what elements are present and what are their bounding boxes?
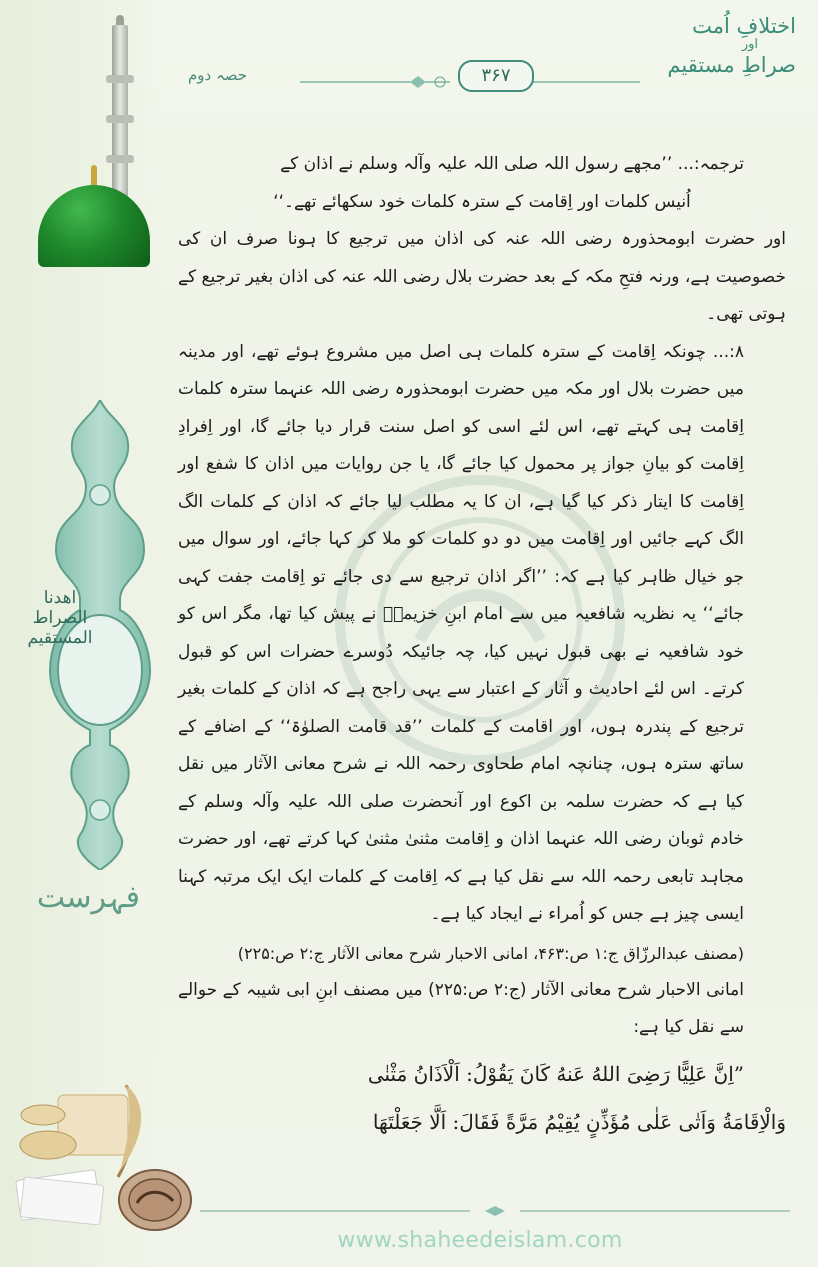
page-number: ۳۶۷ xyxy=(458,60,534,92)
arabic-quote-line2: وَالْاِقَامَةُ وَاَتٰی عَلٰی مُؤَذِّنٍ یُقِیْمُ مَرَّةً فَقَالَ: اَلَّا جَعَلْتَھَا xyxy=(372,1109,786,1134)
arabic-quote-line1: ”اِنَّ عَلِیًّا رَضِیَ اللهُ عَنهُ کَانَ یَقُوْلُ: اَلْاَذَانُ مَثْنٰی xyxy=(367,1061,744,1086)
citation-paragraph: امانی الاحبار شرح معانی الآثار (ج:۲ ص:۲۲۵) میں مصنف ابنِ ابی شیبہ کے حوالے سے نقل کیا ہے: xyxy=(178,979,744,1037)
main-text xyxy=(178,146,786,1143)
ornament-text: اھدنا الصراط المستقیم xyxy=(27,588,93,648)
section-label: حصہ دوم xyxy=(188,66,248,84)
book-title xyxy=(666,14,796,77)
publisher-seal-logo xyxy=(115,1165,195,1235)
decorative-sidebar xyxy=(0,0,160,1267)
green-dome-minaret-image xyxy=(30,15,160,270)
reference-line: (مصنف عبدالرزّاق ج:۱ ص:۴۶۳، امانی الاحبار شرح معانی الآثار ج:۲ ص:۲۲۵) xyxy=(237,943,744,963)
paragraph-translation-2: اُنیس کلمات اور اِقامت کے سترہ کلمات خود سکھائے تھے۔‘‘ xyxy=(273,191,691,212)
index-link[interactable]: فہرست xyxy=(36,880,140,915)
footer-divider xyxy=(200,1205,790,1217)
paragraph-point-8: ۸:... چونکہ اِقامت کے سترہ کلمات ہی اصل میں مشروع ہوئے تھے، اور مدینہ میں حضرت بلال اور مکہ میں حضرت ابومحذورہ رضی اللہ عنہما سترہ کلمات اِقامت ہی کہتے تھے، اس لئے اسی کو اصل سنت قرار دیا جائے گا، اور اِفرادِ اِقامت کو بیانِ جواز پر محمول کیا جائے گا، یا جن روایات میں اذان کا شفع اور اِقامت کا ایتار ذکر کیا گیا ہے، ان کا یہ مطلب لیا جائے کہ اذان کے کلمات الگ الگ کہے جائیں اور اِقامت میں دو دو کلمات کو ملا کر کہا جائے، اور سوال میں جو خیال ظاہر کیا ہے کہ: ’’اگر اذان ترجیع سے دی جائے تو اِقامت جفت کہی جائے‘‘ یہ نظریہ شافعیہ میں سے امام ابنِ خزیمہؒ نے پیش کیا تھا، مگر اس کو خود شافعیہ نے بھی قبول نہیں کیا، چہ جائیکہ دُوسرے حضرات اس کو قبول کرتے۔ اس لئے احادیث و آثار کے اعتبار سے یہی راجح ہے کہ اذان کے کلمات بغیر ترجیع کے پندرہ ہوں، اور اقامت کے کلمات ’’قد قامت الصلوٰۃ‘‘ کے اضافے کے ساتھ سترہ ہوں، چنانچہ امام طحاوی رحمہ اللہ نے شرح معانی الآثار میں نقل کیا ہے کہ حضرت سلمہ بن اکوع اور آنحضرت صلی اللہ علیہ وآلہ وسلم کے خادم ثوبان رضی اللہ عنہما اذان و اِقامت مثنیٰ مثنیٰ کہا کرتے تھے، اور حضرت مجاہد تابعی رحمہ اللہ سے نقل کیا ہے کہ اِقامت کے کلمات ایک ایک مرتبہ کہنا ایسی چیز ہے جس کو اُمراء نے ایجاد کیا ہے۔ xyxy=(178,341,744,924)
book-title-line2: اور xyxy=(741,37,758,53)
book-title-line1: اختلافِ اُمت xyxy=(692,14,796,38)
book-title-line3: صراطِ مستقیم xyxy=(667,53,796,78)
paragraph-abu-mahzura: اور حضرت ابومحذورہ رضی اللہ عنہ کی اذان میں ترجیع کا ہونا صرف ان کی خصوصیت ہے، ورنہ فتحِ مکہ کے بعد حضرت بلال رضی اللہ عنہ کی اذان بغیر ترجیع کے ہوتی تھی۔ xyxy=(178,229,786,324)
website-link[interactable]: www.shaheedeislam.com xyxy=(337,1228,623,1253)
paragraph-translation-1: ترجمہ:... ’’مجھے رسول اللہ صلی اللہ علیہ وآلہ وسلم نے اذان کے xyxy=(280,154,744,174)
